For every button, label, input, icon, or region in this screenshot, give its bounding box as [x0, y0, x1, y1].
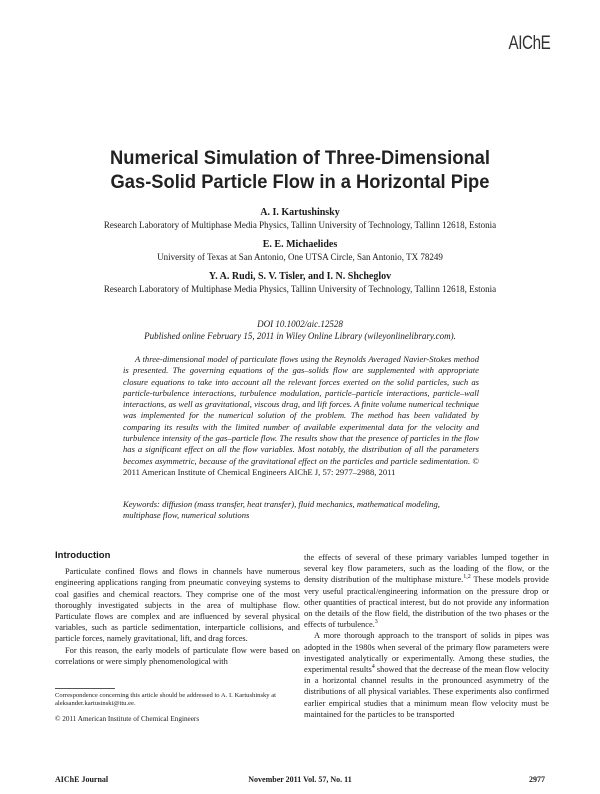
author-name: A. I. Kartushinsky [260, 207, 340, 218]
title-line-2: Gas-Solid Particle Flow in a Horizontal Pipe [110, 171, 490, 193]
author-affiliation: Research Laboratory of Multiphase Media Physics, Tallinn University of Technology, Tallinn 12618, Estonia [103, 220, 497, 230]
footer-journal: AIChE Journal [55, 775, 109, 784]
author-name: E. E. Michaelides [262, 239, 338, 250]
title-line-1: Numerical Simulation of Three-Dimensional [110, 147, 490, 169]
section-heading: Introduction [55, 550, 111, 561]
citation[interactable]: 3 [374, 619, 378, 626]
paper-title [40, 146, 560, 194]
journal-logo: AIChE [508, 33, 550, 54]
footer-issue: November 2011 Vol. 57, No. 11 [248, 775, 352, 784]
published-online: Published online February 15, 2011 in Wiley Online Library (wileyonlinelibrary.com). [144, 331, 456, 341]
abstract-text: A three-dimensional model of particulate flows using the Reynolds Averaged Navier-Stokes method is presented. The governing equations of the gas–solids flow are supplemented with appropriate closure equations to take into account all the relevant forces exerted on the solid particles, such as particle-turbulence interactions, turbulence modulation, particle–particle interactions, particle–wall interactions, as well as gravitational, viscous drag, and lift forces. A finite volume numerical technique was implemented for the numerical solution of the problem. The method has been validated by comparing its results with the limited number of available experimental data for the velocity and turbulence intensity of the gas–particle flow. The results show that the presence of particles in the flow has a significant effect on all the flow variables. Most notably, the distribution of all the parameters becomes asymmetric, because of the gravitational effect on the particles and particle sedimentation. [123, 354, 479, 466]
doi-link[interactable]: DOI 10.1002/aic.12528 [257, 319, 343, 329]
paragraph [304, 630, 549, 720]
paragraph: Particulate confined flows and flows in channels have numerous engineering applications ranging from pneumatic conveying systems to coal gasifies and chemical reactors. They comprise one of the most thoroughly investigated subjects in the area of multiphase flow. Particulate flows are complex and are influenced by several physical variables, such as particle sedimentation, interparticle collisions, and particle forces, namely gravitational, lift, and drag forces. [55, 567, 300, 644]
abstract [123, 354, 479, 478]
correspondence-footnote: Correspondence concerning this article should be addressed to A. I. Kartushinsky at aleksander.kartusinski@ttu.ee. [55, 692, 277, 707]
author-affiliation: University of Texas at San Antonio, One UTSA Circle, San Antonio, TX 78249 [157, 252, 443, 262]
right-column [304, 552, 549, 720]
author-affiliation: Research Laboratory of Multiphase Media Physics, Tallinn University of Technology, Tallinn 12618, Estonia [103, 284, 497, 294]
paragraph-text: showed that the decrease of the mean flow velocity in a horizontal channel results in the pronounced asymmetry of the distributions of all physical variables. These experiments also confirmed earlier empirical studies that a minimum mean flow velocity must be maintained for the particles to be transported [304, 665, 549, 719]
copyright-notice: © 2011 American Institute of Chemical Engineers [55, 715, 200, 723]
paragraph [304, 552, 549, 630]
citation[interactable]: 1,2 [463, 574, 471, 581]
publication-info [30, 318, 570, 342]
author-name: Y. A. Rudi, S. V. Tisler, and I. N. Shcheglov [208, 271, 392, 282]
abstract-copyright: © 2011 American Institute of Chemical Engineers AIChE J, 57: 2977–2988, 2011 [123, 455, 479, 477]
author-block [30, 206, 570, 302]
footnote-divider [55, 688, 115, 689]
keywords: Keywords: diffusion (mass transfer, heat transfer), fluid mechanics, mathematical modeling, multiphase flow, numerical solutions [123, 499, 440, 521]
paragraph-text: A more thorough approach to the transport of solids in pipes was adopted in the 1980s when several of the primary flow parameters were investigated analytically or experimentally. Among these studies, the experimental results [304, 631, 549, 675]
paragraph-text: the effects of several of these primary variables lumped together in several key flow parameters, such as the loading of the flow, or the density distribution of the multiphase mixture. [304, 553, 549, 585]
paragraph: For this reason, the early models of particulate flow were based on correlations or were simply phenomenological with [55, 645, 300, 666]
page-number: 2977 [529, 775, 545, 784]
left-column [55, 550, 300, 667]
paragraph-text: These models provide very useful practical/engineering information on the pressure drop or other quantities of practical interest, but do not provide any information on the details of the flow field, the distribution of the two phases or the effects of turbulence. [304, 575, 549, 630]
citation[interactable]: 4 [371, 664, 375, 671]
